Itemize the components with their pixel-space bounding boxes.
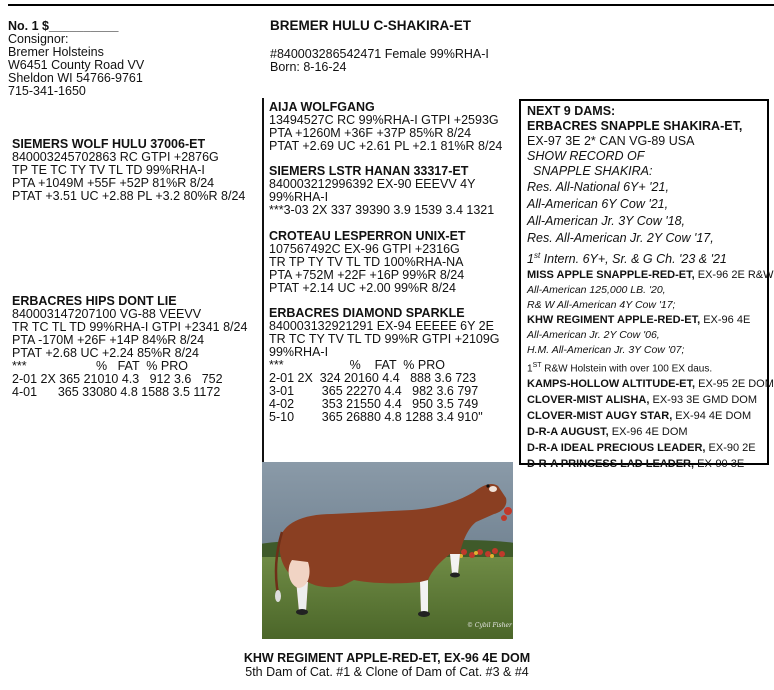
mid-entry-line: PTAT +2.14 UC +2.00 99%R 8/24 [269, 281, 456, 295]
consignor-address1: W6451 County Road VV [8, 58, 145, 72]
consignor-label: Consignor: [8, 32, 69, 46]
dam-record-row: 4-01 365 33080 4.8 1588 3.5 1172 [12, 385, 221, 399]
dam3-class: EX-96 4E [700, 314, 751, 327]
mid-entry-name: CROTEAU LESPERRON UNIX-ET [269, 229, 466, 243]
sire-name: SIEMERS WOLF HULU 37006-ET [12, 137, 206, 151]
dam3-entry [527, 313, 761, 328]
dam-entry [527, 440, 761, 456]
dam-class: EX-90 3E [694, 458, 745, 471]
dam-class: EX-93 3E GMD DOM [649, 394, 758, 407]
dam-entry [527, 376, 774, 392]
dam-line: PTAT +2.68 UC +2.24 85%R 8/24 [12, 346, 199, 360]
dam2-class: EX-96 2E R&W [694, 269, 774, 282]
mid-entry-line: 13494527C RC 99%RHA-I GTPI +2593G [269, 113, 499, 127]
dams-title: NEXT 9 DAMS: [527, 104, 616, 118]
mid-entry [269, 230, 466, 295]
animal-id: #840003286542471 Female 99%RHA-I [270, 47, 489, 61]
dam-class: EX-96 4E DOM [608, 426, 688, 439]
mid-entry-name: AIJA WOLFGANG [269, 100, 375, 114]
dam1-record: SNAPPLE SHAKIRA: [533, 164, 653, 178]
dam3-name: KHW REGIMENT APPLE-RED-ET, [527, 314, 701, 327]
sire-line: TP TE TC TY TV TL TD 99%RHA-I [12, 163, 205, 177]
mid-entry-line: TR TC TY TV TL TD 99%R GTPI +2109G [269, 332, 500, 346]
animal-name: BREMER HULU C-SHAKIRA-ET [270, 18, 471, 33]
dam-line: TR TC TL TD 99%RHA-I GTPI +2341 8/24 [12, 320, 248, 334]
mid-entry-line: 99%RHA-I [269, 345, 329, 359]
dam3-number: 1 [527, 363, 533, 375]
mid-record-row: 3-01 365 22270 4.4 982 3.6 797 [269, 384, 479, 398]
lot-number: No. 1 $__________ [8, 19, 119, 33]
dam3-text: R&W Holstein with over 100 EX daus. [541, 363, 713, 375]
mid-entry-line: PTA +1260M +36F +37P 85%R 8/24 [269, 126, 472, 140]
dam1-record: All-American Jr. 3Y Cow '18, [527, 214, 685, 228]
mid-record-row: 4-02 353 21550 4.4 950 3.5 749 [269, 397, 479, 411]
sire-line: PTA +1049M +55F +52P 81%R 8/24 [12, 176, 215, 190]
dam-name: KAMPS-HOLLOW ALTITUDE-ET, [527, 378, 696, 391]
dam-name: ERBACRES HIPS DONT LIE [12, 294, 177, 308]
dam-record-row: 2-01 2X 365 21010 4.3 912 3.6 752 [12, 372, 223, 386]
dam2-name: MISS APPLE SNAPPLE-RED-ET, [527, 269, 695, 282]
mid-entry-line: 840003132921291 EX-94 EEEEE 6Y 2E [269, 319, 494, 333]
dam-entry [527, 424, 761, 440]
dam2-note: R& W All-American 4Y Cow '17; [527, 299, 676, 312]
cow-photo [262, 462, 513, 639]
sire-block [12, 138, 245, 203]
animal-header [270, 18, 489, 74]
caption-title: KHW REGIMENT APPLE-RED-ET, EX-96 4E DOM [243, 651, 531, 665]
photo-watermark: © Cybil Fisher [467, 622, 512, 629]
pedigree-divider [262, 98, 264, 462]
dam3-note: All-American Jr. 2Y Cow '06, [527, 329, 660, 342]
dam-class: EX-90 2E [705, 442, 756, 455]
mid-entry-line: PTAT +2.69 UC +2.61 PL +2.1 81%R 8/24 [269, 139, 503, 153]
mid-record-row: 2-01 2X 324 20160 4.4 888 3.6 723 [269, 371, 477, 385]
dam1-intern [527, 247, 761, 268]
mid-entry-name: ERBACRES DIAMOND SPARKLE [269, 306, 465, 320]
dam1-name: ERBACRES SNAPPLE SHAKIRA-ET, [527, 119, 743, 133]
mid-record-row: 5-10 365 26880 4.8 1288 3.4 910" [269, 410, 483, 424]
intern-text: Intern. 6Y+, Sr. & G Ch. '23 & '21 [540, 252, 727, 267]
dam1-record: Res. All-American Jr. 2Y Cow '17, [527, 231, 714, 245]
consignor-name: Bremer Holsteins [8, 45, 104, 59]
mid-entry-line: ***3-03 2X 337 39390 3.9 1539 3.4 1321 [269, 203, 495, 217]
dam3-suffix: ST [532, 362, 542, 370]
dam-name: D-R-A PRINCESS LAD LEADER, [527, 458, 695, 471]
consignor-address2: Sheldon WI 54766-9761 [8, 71, 143, 85]
mid-record-header: *** % FAT % PRO [269, 358, 445, 372]
next-nine-dams-box [519, 99, 774, 471]
dam1-record: SHOW RECORD OF [527, 149, 645, 163]
dam-block [12, 295, 247, 399]
consignor-phone: 715-341-1650 [8, 84, 86, 98]
dam1-class: EX-97 3E 2* CAN VG-89 USA [527, 134, 695, 148]
mid-entry-line: PTA +752M +22F +16P 99%R 8/24 [269, 268, 465, 282]
intern-number: 1 [527, 252, 534, 267]
mid-entry [269, 165, 494, 217]
mid-entry-line: 99%RHA-I [269, 190, 329, 204]
mid-entry [269, 307, 500, 424]
dam-entry [527, 408, 761, 424]
dam1-record: Res. All-National 6Y+ '21, [527, 180, 669, 194]
dam-name: CLOVER-MIST ALISHA, [527, 394, 650, 407]
consignor-block [8, 20, 144, 98]
mid-entry-line: TR TP TY TV TL TD 100%RHA-NA [269, 255, 464, 269]
dam-line: 840003147207100 VG-88 VEEVV [12, 307, 202, 321]
dam1-record: All-American 6Y Cow '21, [527, 197, 669, 211]
mid-entry-line: 840003212996392 EX-90 EEEVV 4Y [269, 177, 476, 191]
dam2-entry [527, 268, 774, 283]
mid-entry-name: SIEMERS LSTR HANAN 33317-ET [269, 164, 469, 178]
dam-entry [527, 392, 761, 408]
cow-illustration [262, 462, 513, 639]
dam2-note: All-American 125,000 LB. '20, [527, 284, 666, 297]
photo-caption [0, 651, 774, 679]
mid-entry-line: 107567492C EX-96 GTPI +2316G [269, 242, 460, 256]
animal-born: Born: 8-16-24 [270, 60, 347, 74]
dam-class: EX-94 4E DOM [672, 410, 752, 423]
sire-line: 840003245702863 RC GTPI +2876G [12, 150, 219, 164]
dam-entry [527, 456, 761, 472]
dam-class: EX-95 2E DOM [695, 378, 774, 391]
intern-suffix: st [533, 251, 541, 260]
sire-line: PTAT +3.51 UC +2.88 PL +3.2 80%R 8/24 [12, 189, 246, 203]
top-rule [8, 4, 774, 6]
dam-record-header: *** % FAT % PRO [12, 359, 188, 373]
mid-entry [269, 101, 502, 153]
dam-name: D-R-A AUGUST, [527, 426, 609, 439]
dam3-note-last [527, 358, 761, 376]
caption-subtitle: 5th Dam of Cat. #1 & Clone of Dam of Cat. #3 & #4 [245, 665, 529, 679]
dam3-note: H.M. All-American Jr. 3Y Cow '07; [527, 344, 685, 357]
dam-name: D-R-A IDEAL PRECIOUS LEADER, [527, 442, 706, 455]
dam-name: CLOVER-MIST AUGY STAR, [527, 410, 673, 423]
dam-line: PTA -170M +26F +14P 84%R 8/24 [12, 333, 205, 347]
